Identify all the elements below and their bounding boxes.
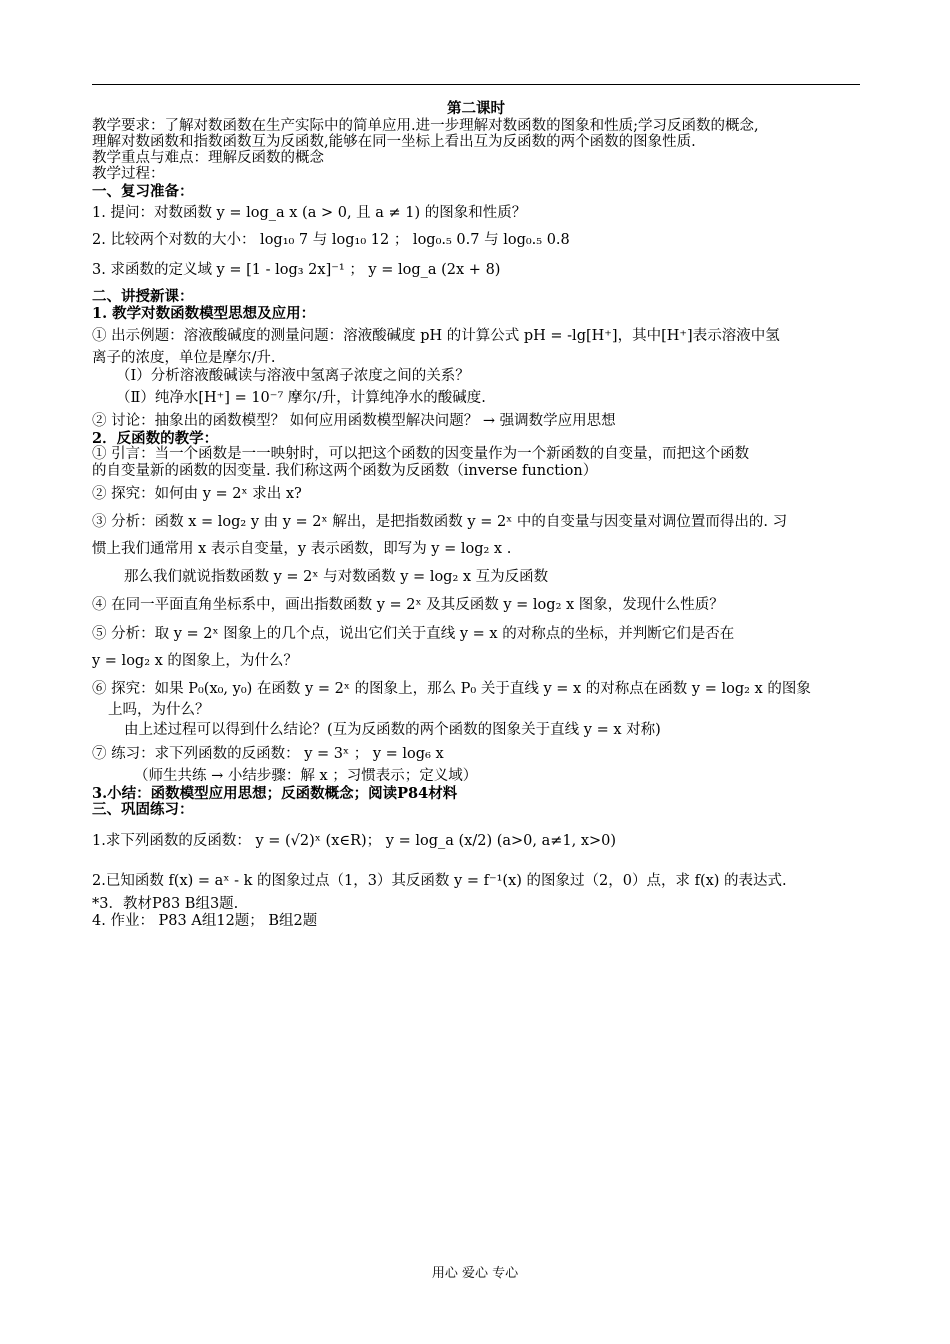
subsection-heading: 1. 教学对数函数模型思想及应用：	[92, 305, 316, 322]
section-heading: 二、讲授新课：	[92, 288, 194, 305]
text-line: 2.已知函数 f(x) = aˣ - k 的图象过点（1，3）其反函数 y = f⁻¹(x) 的图象过（2，0）点，求 f(x) 的表达式.	[92, 873, 787, 889]
text-line: ② 探究：如何由 y = 2ˣ 求出 x?	[92, 486, 302, 502]
text-line: 教学要求：了解对数函数在生产实际中的简单应用.进一步理解对数函数的图象和性质;学习反函数的概念,	[92, 118, 759, 134]
text-line: ③ 分析：函数 x = log₂ y 由 y = 2ˣ 解出，是把指数函数 y = 2ˣ 中的自变量与因变量对调位置而得出的. 习	[92, 514, 788, 530]
text-line: 2. 比较两个对数的大小： log₁₀ 7 与 log₁₀ 12 ； log₀.₅ 0.7 与 log₀.₅ 0.8	[92, 232, 570, 248]
text-line: 教学过程：	[92, 166, 165, 182]
text-line: 离子的浓度，单位是摩尔/升.	[92, 350, 276, 366]
section-heading: 三、巩固练习：	[92, 801, 194, 818]
text-line: 惯上我们通常用 x 表示自变量，y 表示函数，即写为 y = log₂ x .	[92, 541, 512, 557]
subsection-heading: 2．反函数的教学：	[92, 430, 219, 447]
text-line: 1. 提问：对数函数 y = log_a x (a > 0, 且 a ≠ 1) 的图象和性质？	[92, 205, 527, 221]
text-line: ④ 在同一平面直角坐标系中，画出指数函数 y = 2ˣ 及其反函数 y = log₂ x 图象，发现什么性质？	[92, 597, 724, 613]
text-line: 的自变量新的函数的因变量. 我们称这两个函数为反函数（inverse function）	[92, 463, 598, 479]
text-line: y = log₂ x 的图象上，为什么？	[92, 653, 298, 669]
text-line: ② 讨论：抽象出的函数模型？ 如何应用函数模型解决问题？ → 强调数学应用思想	[92, 413, 616, 429]
page-footer: 用心 爱心 专心	[431, 1266, 519, 1281]
text-line: 1.求下列函数的反函数： y = (√2)ˣ (x∈R)； y = log_a (x/2) (a>0, a≠1, x>0)	[92, 833, 617, 849]
text-line: 由上述过程可以得到什么结论？(互为反函数的两个函数的图象关于直线 y = x 对称)	[124, 722, 661, 738]
text-line: ① 引言：当一个函数是一一映射时，可以把这个函数的因变量作为一个新函数的自变量，而把这个函数	[92, 446, 750, 462]
text-line: ⑤ 分析：取 y = 2ˣ 图象上的几个点，说出它们关于直线 y = x 的对称点的坐标，并判断它们是否在	[92, 626, 735, 642]
text-line: ⑥ 探究：如果 P₀(x₀, y₀) 在函数 y = 2ˣ 的图象上，那么 P₀ 关于直线 y = x 的对称点在函数 y = log₂ x 的图象	[92, 681, 811, 697]
text-line: 4. 作业： P83 A组12题； B组2题	[92, 913, 318, 929]
text-line: 教学重点与难点：理解反函数的概念	[92, 150, 324, 166]
text-line: ⑦ 练习：求下列函数的反函数： y = 3ˣ ； y = log₆ x	[92, 746, 444, 762]
text-line: （师生共练 → 小结步骤：解 x ；习惯表示；定义域）	[134, 768, 478, 784]
text-line: （Ⅱ）纯净水[H⁺] = 10⁻⁷ 摩尔/升，计算纯净水的酸碱度.	[116, 390, 486, 406]
section-heading: 一、复习准备：	[92, 183, 194, 200]
text-line: *3．教材P83 B组3题.	[92, 896, 239, 912]
page-title: 第二课时	[447, 100, 505, 117]
text-line: 上吗，为什么？	[108, 702, 210, 718]
text-line: 理解对数函数和指数函数互为反函数,能够在同一坐标上看出互为反函数的两个函数的图象性质.	[92, 134, 696, 150]
text-line: 3. 求函数的定义域 y = [1 - log₃ 2x]⁻¹ ； y = log_a (2x + 8)	[92, 262, 501, 278]
text-line: ① 出示例题：溶液酸碱度的测量问题：溶液酸碱度 pH 的计算公式 pH = -lg[H⁺]，其中[H⁺]表示溶液中氢	[92, 328, 780, 344]
header-rule	[92, 84, 860, 85]
text-line: （Ⅰ）分析溶液酸碱读与溶液中氢离子浓度之间的关系？	[116, 368, 470, 384]
summary-line: 3.小结：函数模型应用思想；反函数概念；阅读P84材料	[92, 785, 458, 802]
text-line: 那么我们就说指数函数 y = 2ˣ 与对数函数 y = log₂ x 互为反函数	[124, 569, 549, 585]
